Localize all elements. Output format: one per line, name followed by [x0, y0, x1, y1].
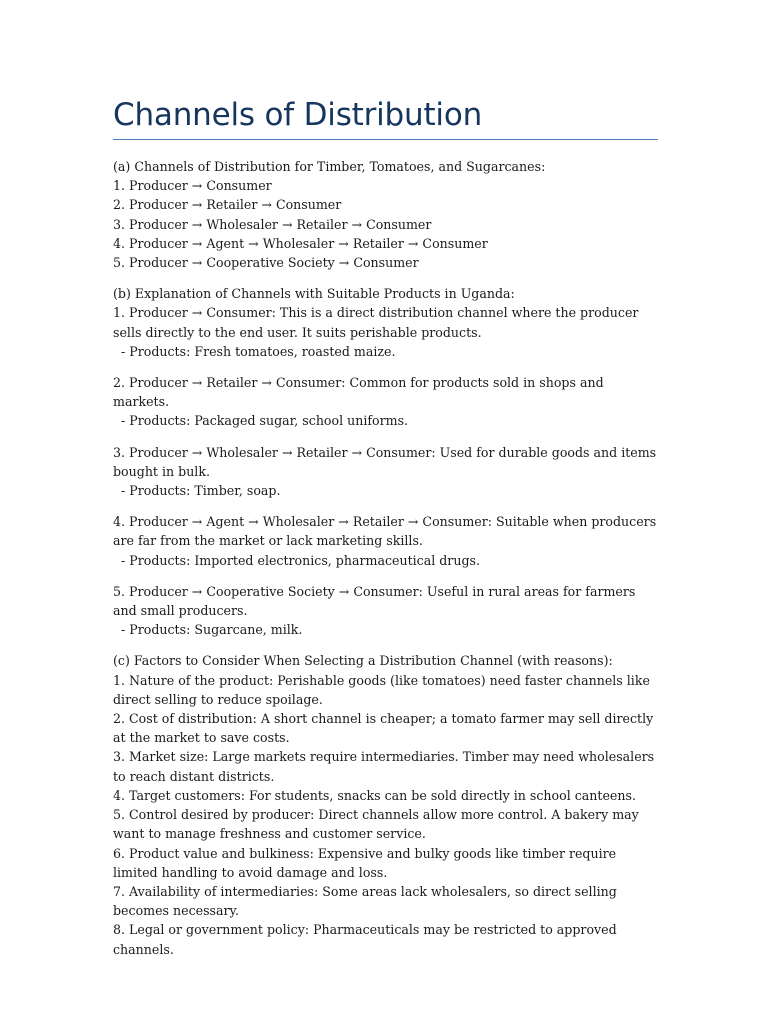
section-b-entry-3 [113, 443, 658, 501]
channel-item: 2. Producer → Retailer → Consumer [113, 197, 342, 213]
channel-products: - Products: Imported electronics, pharmaceutical drugs. [121, 552, 480, 568]
factor-item: 3. Market size: Large markets require intermediaries. Timber may need wholesalers to reach distant districts. [113, 749, 655, 784]
factor-item: 6. Product value and bulkiness: Expensive and bulky goods like timber require limited handling to avoid damage and loss. [113, 845, 617, 880]
channel-explanation: 5. Producer → Cooperative Society → Consumer: Useful in rural areas for farmers and small producers. [113, 583, 636, 619]
channel-item: 3. Producer → Wholesaler → Retailer → Consumer [113, 216, 432, 232]
section-c-heading: (c) Factors to Consider When Selecting a Distribution Channel (with reasons): [113, 653, 613, 669]
page-title: Channels of Distribution [113, 97, 483, 133]
section-b-heading: (b) Explanation of Channels with Suitable Products in Uganda: [113, 286, 515, 302]
title-divider [113, 139, 658, 140]
channel-products: - Products: Packaged sugar, school uniforms. [121, 413, 409, 429]
channel-item: 5. Producer → Cooperative Society → Consumer [113, 255, 419, 271]
section-b-entry-1 [113, 284, 658, 361]
section-c [113, 651, 658, 958]
factor-item: 7. Availability of intermediaries: Some areas lack wholesalers, so direct selling becomes necessary. [113, 883, 617, 919]
channel-explanation: 1. Producer → Consumer: This is a direct distribution channel where the producer sells directly to the end user. It suits perishable products. [113, 305, 639, 340]
factor-item: 4. Target customers: For students, snacks can be sold directly in school canteens. [113, 787, 636, 803]
channel-explanation: 3. Producer → Wholesaler → Retailer → Consumer: Used for durable goods and items bought in bulk. [113, 444, 657, 479]
channel-products: - Products: Fresh tomatoes, roasted maize. [121, 343, 396, 359]
factor-item: 5. Control desired by producer: Direct channels allow more control. A bakery may want to manage freshness and customer service. [113, 807, 639, 842]
section-b-entry-4 [113, 512, 658, 570]
factor-item: 8. Legal or government policy: Pharmaceuticals may be restricted to approved channels. [113, 922, 617, 957]
channel-products: - Products: Sugarcane, milk. [121, 622, 303, 638]
factor-item: 2. Cost of distribution: A short channel is cheaper; a tomato farmer may sell directly at the market to save costs. [113, 711, 654, 746]
document-page [113, 96, 658, 971]
channel-explanation: 2. Producer → Retailer → Consumer: Common for products sold in shops and markets. [113, 375, 604, 410]
channel-item: 1. Producer → Consumer [113, 178, 272, 194]
channel-item: 4. Producer → Agent → Wholesaler → Retailer → Consumer [113, 235, 488, 251]
section-b-entry-2 [113, 373, 658, 431]
channel-products: - Products: Timber, soap. [121, 483, 281, 499]
section-a-heading: (a) Channels of Distribution for Timber, Tomatoes, and Sugarcanes: [113, 159, 546, 174]
section-b-entry-5 [113, 582, 658, 640]
section-a [113, 157, 658, 272]
factor-item: 1. Nature of the product: Perishable goods (like tomatoes) need faster channels like direct selling to reduce spoilage. [113, 672, 650, 707]
channel-explanation: 4. Producer → Agent → Wholesaler → Retailer → Consumer: Suitable when producers are far from the market or lack marketing skills. [113, 514, 657, 549]
